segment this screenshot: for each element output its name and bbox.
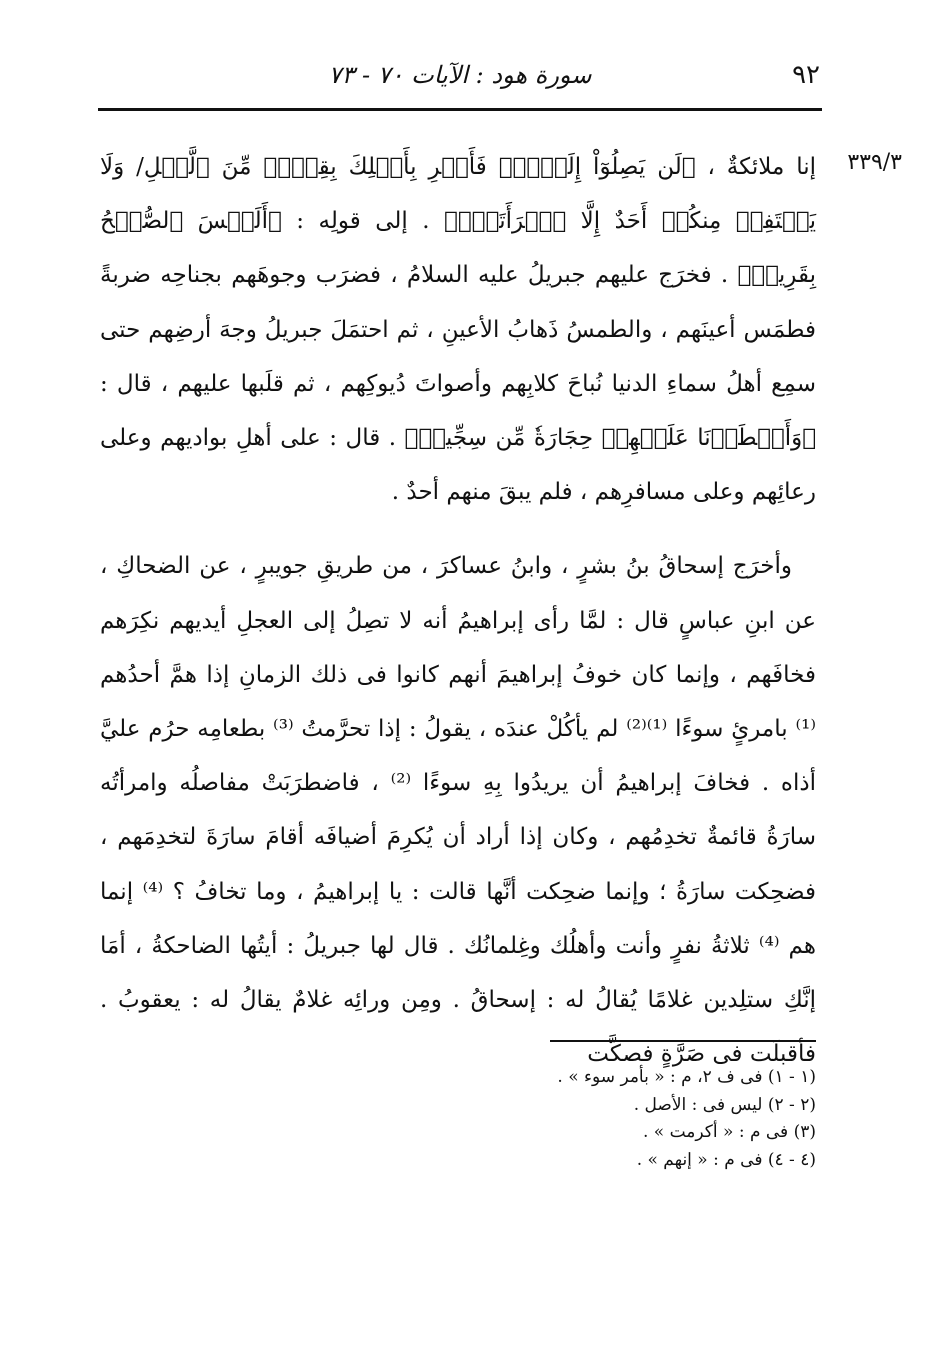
footnote-1: (١ - ١) فى ف ٢، م : « بأمر سوء » . [557, 1067, 816, 1087]
footnote-2: (٢ - ٢) ليس فى : الأصل . [633, 1094, 816, 1115]
running-title: سورة هود : الآيات ٧٠ - ٧٣ [328, 61, 592, 89]
page-number: ٩٢ [792, 60, 820, 90]
footnote-divider [550, 1040, 816, 1042]
page-header [100, 58, 820, 92]
footnote-4: (٤ - ٤) فى م : « إنهم » . [636, 1149, 816, 1170]
paragraph-2: وأخرَج إسحاقُ بنُ بشرٍ ، وابنُ عساكرَ ، من طريقِ جويبرٍ ، عن الضحاكِ ، عن ابنِ عباسٍ قال : لمَّا رأى إبراهيمُ أنه لا تصِلُ إلى العجلِ أيديهم نكِرَهم فخافَهم ، وإنما كان خوفُ إبراهيمَ أنهم كانوا فى ذلك الزمانِ إذا همَّ أحدُهم ⁽¹⁾ بامرئٍ سوءًا ⁽¹⁾⁽²⁾ لم يأكُلْ عندَه ، يقولُ : إذا تحرَّمتُ ⁽³⁾ بطعامِه حرُم عليَّ أذاه . فخافَ إبراهيمُ أن يريدُوا بِهِ سوءًا ⁽²⁾ ، فاضطرَبَتْ مفاصلُه وامرأتُه سارَةُ قائمةٌ تخدِمُهم ، وكان إذا أراد أن يُكرِمَ أضيافَه أقامَ سارَةَ لتخدِمَهم ، فضحِكت سارَةُ ؛ وإنما ضحِكت أنَّها قالت : يا إبراهيمُ ، وما تخافُ ؟ ⁽⁴⁾ إنما هم ⁽⁴⁾ ثلاثةُ نفرٍ وأنت وأهلُك وغِلمانُك . قال لها جبريلُ : أيتُها الضاحكةُ ، أمَا إنَّكِ ستلِدين غلامًا يُقالُ له : إسحاقُ . ومِن ورائِه غلامٌ يقالُ له : يعقوبُ . فأقبلَت فى صَرَّةٍ فصكَّت [100, 553, 816, 1068]
header-divider [98, 108, 822, 111]
main-text [100, 140, 816, 1081]
volume-page-reference: ٣٣٩/٣ [847, 150, 902, 175]
paragraph-1: إنا ملائكةٌ ، ﴿لَن يَصِلُوٓاْ إِلَيۡكَۖ فَأَسۡرِ بِأَهۡلِكَ بِقِطۡعٖ مِّنَ ٱلَّيۡلِ/ وَلَا يَلۡتَفِتۡ مِنكُمۡ أَحَدٌ إِلَّا ٱمۡرَأَتَكَۖ﴾ . إلى قولِه : ﴿أَلَيۡسَ ٱلصُّبۡحُ بِقَرِيبٖ﴾ . فخرَج عليهم جبريلُ عليه السلامُ ، فضرَب وجوهَهم بجناحِه ضربةً فطمَس أعينَهم ، والطمسُ ذَهابُ الأعينِ ، ثم احتمَلَ جبريلُ وجهَ أرضِهم حتى سمِع أهلُ سماءِ الدنيا نُباحَ كلابِهم وأصواتَ دُيوكِهم ، ثم قلَبها عليهم ، قال : ﴿وَأَمۡطَرۡنَا عَلَيۡهِمۡ حِجَارَةٗ مِّن سِجِّيلٖ﴾ . قال : على أهلِ بواديهم وعلى رعائِهم وعلى مسافرِهم ، فلم يبقَ منهم أحدٌ . [100, 154, 816, 506]
footnotes [300, 1064, 816, 1174]
footnote-3: (٣) فى م : « أكرمت » . [643, 1122, 816, 1142]
